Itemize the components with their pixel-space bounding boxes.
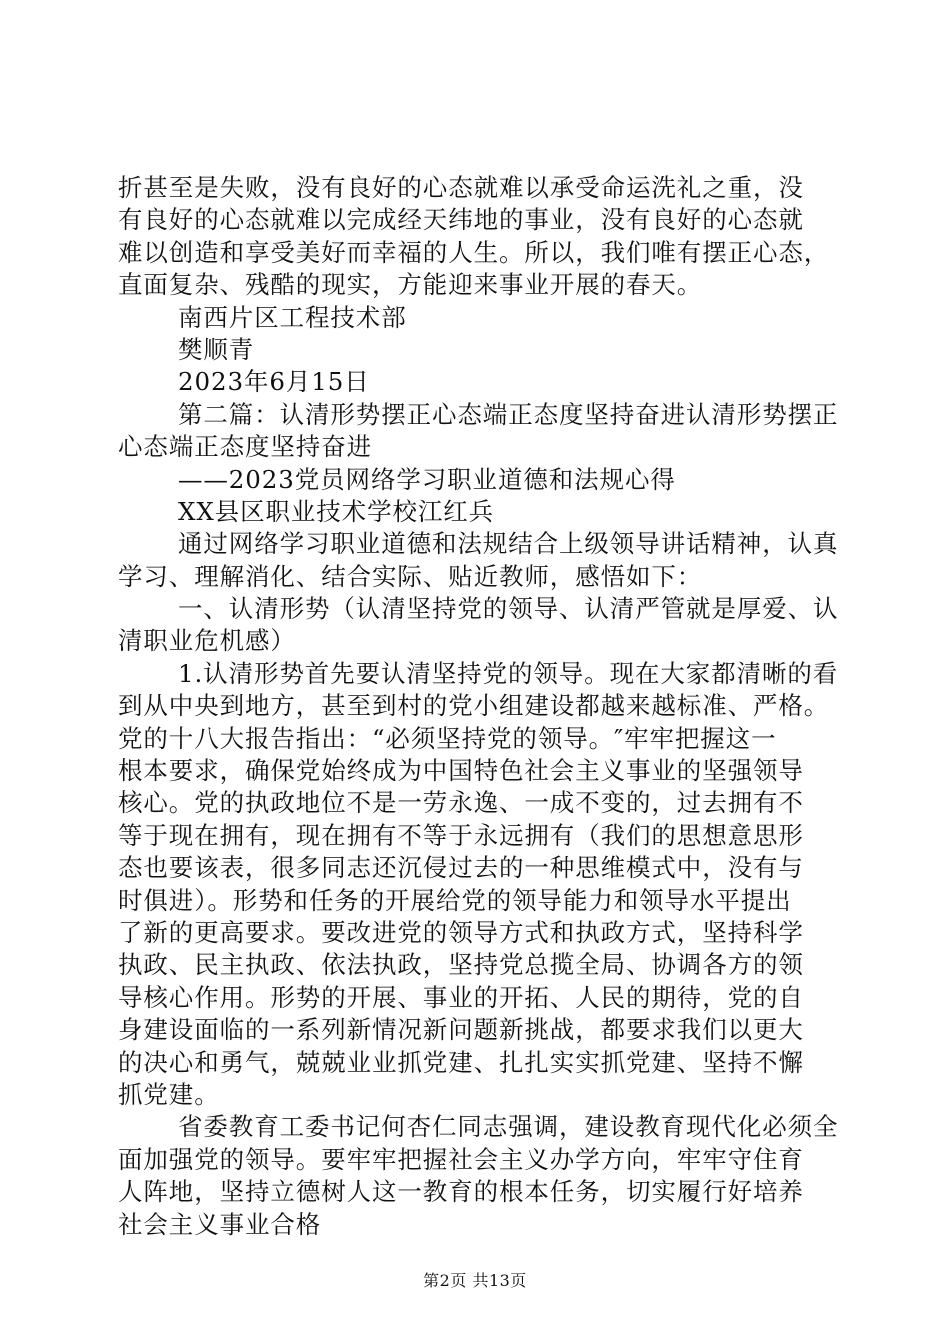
text-line: 人阵地，坚持立德树人这一教育的根本任务，切实履行好培养 bbox=[118, 1177, 804, 1207]
text-line: 有良好的心态就难以完成经天纬地的事业，没有良好的心态就 bbox=[118, 205, 804, 235]
text-line: 学习、理解消化、结合实际、贴近教师，感悟如下： bbox=[118, 561, 703, 591]
text-line: 心态端正态度坚持奋进 bbox=[118, 432, 372, 462]
text-line: 樊顺青 bbox=[178, 334, 255, 364]
text-line: 社会主义事业合格 bbox=[118, 1209, 322, 1239]
text-line: XX县区职业技术学校江红兵 bbox=[178, 496, 495, 526]
text-line: 省委教育工委书记何杏仁同志强调，建设教育现代化必须全 bbox=[178, 1112, 839, 1142]
text-line: 了新的更高要求。要改进党的领导方式和执政方式，坚持科学 bbox=[118, 917, 804, 947]
text-line: 难以创造和享受美好而幸福的人生。所以，我们唯有摆正心态， bbox=[118, 237, 830, 267]
document-body bbox=[118, 172, 848, 1241]
text-line: 等于现在拥有，现在拥有不等于永远拥有（我们的思想意思形 bbox=[118, 820, 804, 850]
text-line: 清职业危机感） bbox=[118, 626, 296, 656]
text-line: 根本要求，确保党始终成为中国特色社会主义事业的坚强领导 bbox=[118, 756, 804, 786]
text-line: 抓党建。 bbox=[118, 1079, 220, 1109]
text-line: 一、认清形势（认清坚持党的领导、认清严管就是厚爱、认 bbox=[178, 594, 839, 624]
text-line: 党的十八大报告指出：“必须坚持党的领导。″牢牢把握这一 bbox=[118, 723, 777, 753]
text-line: 态也要该表，很多同志还沉侵过去的一种思维模式中，没有与 bbox=[118, 853, 804, 883]
text-line: 导核心作用。形势的开展、事业的开拓、人民的期待，党的自 bbox=[118, 982, 804, 1012]
text-line: 时俱进）。形势和任务的开展给党的领导能力和领导水平提出 bbox=[118, 885, 792, 915]
text-line: 到从中央到地方，甚至到村的党小组建设都越来越标准、严格。 bbox=[118, 691, 830, 721]
text-line: 的决心和勇气，兢兢业业抓党建、扎扎实实抓党建、坚持不懈 bbox=[118, 1047, 804, 1077]
text-line: 面加强党的领导。要牢牢把握社会主义办学方向，牢牢守住育 bbox=[118, 1144, 804, 1174]
text-line: 直面复杂、残酷的现实，方能迎来事业开展的春天。 bbox=[118, 270, 703, 300]
text-line: 南西片区工程技术部 bbox=[178, 302, 407, 332]
text-line: ——2023党员网络学习职业道德和法规心得 bbox=[178, 464, 676, 494]
text-line: 通过网络学习职业道德和法规结合上级领导讲话精神，认真 bbox=[178, 529, 839, 559]
text-line: 第二篇：认清形势摆正心态端正态度坚持奋进认清形势摆正 bbox=[178, 399, 839, 429]
text-line: 身建设面临的一系列新情况新问题新挑战，都要求我们以更大 bbox=[118, 1015, 804, 1045]
text-line: 执政、民主执政、依法执政，坚持党总揽全局、协调各方的领 bbox=[118, 950, 804, 980]
text-line: 2023年6月15日 bbox=[178, 367, 370, 397]
text-line: 1.认清形势首先要认清坚持党的领导。现在大家都清晰的看 bbox=[178, 658, 839, 688]
text-line: 折甚至是失败，没有良好的心态就难以承受命运洗礼之重，没 bbox=[118, 173, 804, 202]
text-line: 核心。党的执政地位不是一劳永逸、一成不变的，过去拥有不 bbox=[118, 788, 804, 818]
page-footer: 第2页 共13页 bbox=[423, 1271, 527, 1290]
